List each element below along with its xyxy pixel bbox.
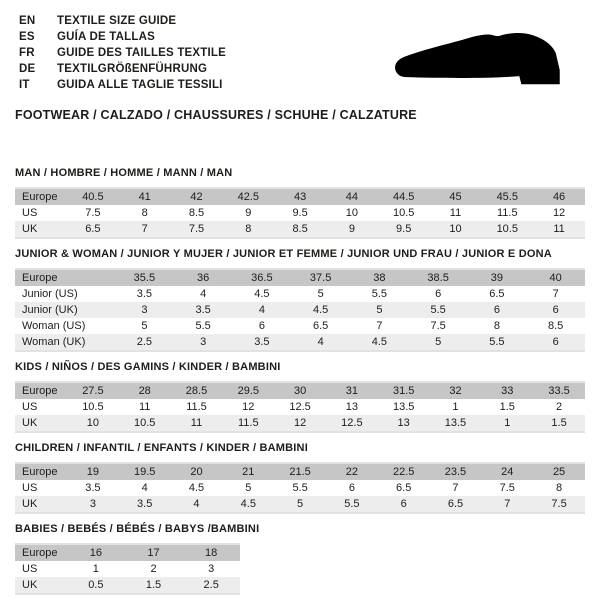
table-title: MAN / HOMBRE / HOMME / MANN / MAN <box>15 167 233 179</box>
size-table-section <box>15 442 585 514</box>
language-code: DE <box>19 63 36 75</box>
size-value-cell: 3.5 <box>137 498 153 510</box>
size-value-cell: 8 <box>493 320 500 332</box>
table-row <box>15 205 585 221</box>
row-label-cell: US <box>22 563 38 575</box>
table-row <box>15 286 585 302</box>
size-value-cell: 4.5 <box>371 336 388 348</box>
size-value-cell: 1 <box>504 417 511 429</box>
size-value-cell: 1 <box>452 401 459 413</box>
size-value-cell: 3 <box>200 336 207 348</box>
size-value-cell: 21 <box>242 466 255 478</box>
size-table-section <box>15 361 585 433</box>
size-value-cell: 5 <box>317 288 324 300</box>
table-title: BABIES / BEBÉS / BÉBÉS / BABYS /BAMBINI <box>15 523 260 535</box>
row-label-cell: US <box>22 207 38 219</box>
table-row <box>15 334 585 350</box>
size-value-cell: 7 <box>552 288 559 300</box>
size-value-cell: 6.5 <box>312 320 329 332</box>
size-table-section <box>15 248 585 352</box>
size-value-cell: 3.5 <box>85 482 101 494</box>
size-value-cell: 6 <box>552 304 559 316</box>
size-value-cell: 4 <box>258 304 265 316</box>
size-value-cell: 10 <box>449 223 462 235</box>
size-value-cell: 8 <box>245 223 252 235</box>
row-label-cell: Junior (UK) <box>22 304 78 316</box>
size-value-cell: 9.5 <box>292 207 308 219</box>
size-value-cell: 5 <box>245 482 252 494</box>
size-value-cell: 4.5 <box>254 288 270 300</box>
size-value-cell: 12.5 <box>341 417 363 429</box>
size-value-cell: 31 <box>345 385 358 397</box>
table-title: CHILDREN / INFANTIL / ENFANTS / KINDER / BAMBINI <box>15 442 308 454</box>
size-value-cell: 42 <box>190 191 203 203</box>
language-label: TEXTILGRÖßENFÜHRUNG <box>57 63 208 75</box>
size-value-cell: 7.5 <box>85 207 101 219</box>
size-value-cell: 5.5 <box>344 498 360 510</box>
row-label-cell: Woman (UK) <box>22 336 86 348</box>
row-label-cell: US <box>22 401 38 413</box>
size-value-cell: 1.5 <box>145 579 162 591</box>
size-value-cell: 10.5 <box>82 401 104 413</box>
size-value-cell: 4.5 <box>188 482 205 494</box>
size-value-cell: 13 <box>345 401 358 413</box>
dress-shoe-icon <box>392 24 584 102</box>
size-value-cell: 28 <box>138 385 151 397</box>
size-value-cell: 9 <box>348 223 355 235</box>
size-value-cell: 21.5 <box>289 466 311 478</box>
size-value-cell: 45 <box>449 191 462 203</box>
size-value-cell: 10 <box>345 207 358 219</box>
row-label-cell: Europe <box>22 547 58 559</box>
size-value-cell: 5 <box>435 336 442 348</box>
size-table <box>15 268 585 352</box>
size-value-cell: 7 <box>141 223 148 235</box>
language-code: IT <box>19 79 30 91</box>
table-row <box>15 561 240 577</box>
size-value-cell: 3.5 <box>195 304 211 316</box>
size-value-cell: 6 <box>258 320 265 332</box>
size-value-cell: 32 <box>449 385 462 397</box>
row-label-cell: US <box>22 482 38 494</box>
size-value-cell: 10 <box>86 417 100 429</box>
size-value-cell: 12 <box>293 417 307 429</box>
size-value-cell: 17 <box>147 547 160 559</box>
size-value-cell: 1.5 <box>499 401 515 413</box>
size-value-cell: 5.5 <box>292 482 308 494</box>
size-value-cell: 29.5 <box>237 385 259 397</box>
size-value-cell: 16 <box>89 547 102 559</box>
size-table <box>15 543 240 595</box>
size-value-cell: 5.5 <box>371 288 388 300</box>
size-value-cell: 41 <box>138 191 151 203</box>
size-value-cell: 8 <box>141 207 148 219</box>
size-value-cell: 13.5 <box>392 401 415 413</box>
size-value-cell: 6 <box>552 336 559 348</box>
size-value-cell: 40 <box>549 272 562 284</box>
size-value-cell: 39 <box>490 272 503 284</box>
size-value-cell: 12 <box>552 207 566 219</box>
table-header-row <box>15 270 585 286</box>
size-value-cell: 2 <box>556 401 563 413</box>
size-value-cell: 7 <box>452 482 459 494</box>
size-value-cell: 30 <box>293 385 307 397</box>
language-row <box>19 77 226 93</box>
size-value-cell: 10.5 <box>133 417 156 429</box>
size-value-cell: 36.5 <box>251 272 273 284</box>
table-row <box>15 318 585 334</box>
language-row <box>19 61 226 77</box>
size-value-cell: 6 <box>493 304 500 316</box>
size-value-cell: 5 <box>141 320 148 332</box>
size-value-cell: 7.5 <box>188 223 205 235</box>
size-value-cell: 24 <box>501 466 514 478</box>
size-value-cell: 33 <box>501 385 514 397</box>
size-value-cell: 7.5 <box>551 498 567 510</box>
size-value-cell: 23.5 <box>444 466 467 478</box>
row-label-cell: Junior (US) <box>22 288 78 300</box>
size-table <box>15 187 585 239</box>
size-value-cell: 37.5 <box>309 272 332 284</box>
size-value-cell: 9 <box>245 207 252 219</box>
table-header-row <box>15 383 585 399</box>
size-value-cell: 4 <box>141 482 148 494</box>
size-value-cell: 8 <box>556 482 563 494</box>
size-tables-container <box>15 167 585 595</box>
size-value-cell: 11.5 <box>496 207 518 219</box>
row-label-cell: Europe <box>22 466 58 478</box>
size-value-cell: 35.5 <box>133 272 156 284</box>
size-value-cell: 19 <box>86 466 100 478</box>
size-value-cell: 3 <box>208 563 215 575</box>
table-title: JUNIOR & WOMAN / JUNIOR Y MUJER / JUNIOR ET FEMME / JUNIOR UND FRAU / JUNIOR E DONA <box>15 248 552 260</box>
size-value-cell: 2.5 <box>203 579 219 591</box>
size-value-cell: 44.5 <box>392 191 415 203</box>
row-label-cell: Woman (US) <box>22 320 86 332</box>
size-value-cell: 6.5 <box>85 223 101 235</box>
size-value-cell: 4.5 <box>240 498 256 510</box>
size-value-cell: 7.5 <box>430 320 446 332</box>
size-value-cell: 27.5 <box>82 385 104 397</box>
size-value-cell: 19.5 <box>133 466 156 478</box>
language-label: GUIDA ALLE TAGLIE TESSILI <box>57 79 223 91</box>
size-table-section <box>15 167 585 239</box>
row-label-cell: UK <box>22 579 38 591</box>
size-value-cell: 31.5 <box>392 385 415 397</box>
size-value-cell: 6 <box>348 482 355 494</box>
size-value-cell: 5.5 <box>195 320 211 332</box>
size-value-cell: 6.5 <box>489 288 505 300</box>
size-value-cell: 6.5 <box>447 498 464 510</box>
row-label-cell: Europe <box>22 191 58 203</box>
size-value-cell: 3 <box>89 498 96 510</box>
row-label-cell: UK <box>22 223 38 235</box>
size-value-cell: 40.5 <box>82 191 104 203</box>
shoe-silhouette-path <box>395 33 560 84</box>
size-value-cell: 11 <box>138 401 151 413</box>
size-value-cell: 11 <box>190 417 203 429</box>
size-value-cell: 12 <box>242 401 255 413</box>
size-table <box>15 381 585 433</box>
size-value-cell: 42.5 <box>237 191 259 203</box>
table-row <box>15 577 240 593</box>
size-value-cell: 0.5 <box>88 579 104 591</box>
size-value-cell: 2 <box>150 563 157 575</box>
size-value-cell: 3 <box>141 304 148 316</box>
size-value-cell: 33.5 <box>548 385 570 397</box>
size-value-cell: 4 <box>193 498 200 510</box>
size-value-cell: 12.5 <box>289 401 311 413</box>
size-value-cell: 44 <box>345 191 358 203</box>
size-value-cell: 25 <box>552 466 566 478</box>
language-row <box>19 13 226 29</box>
table-title: KIDS / NIÑOS / DES GAMINS / KINDER / BAMBINI <box>15 361 281 373</box>
language-code: FR <box>19 47 35 59</box>
size-value-cell: 38 <box>373 272 386 284</box>
size-value-cell: 18 <box>205 547 218 559</box>
size-value-cell: 5 <box>297 498 304 510</box>
table-row <box>15 399 585 415</box>
size-value-cell: 43 <box>293 191 307 203</box>
language-row <box>19 45 226 61</box>
table-header-row <box>15 189 585 205</box>
size-table <box>15 462 585 514</box>
size-value-cell: 45.5 <box>496 191 518 203</box>
size-value-cell: 6.5 <box>396 482 412 494</box>
size-value-cell: 8.5 <box>292 223 308 235</box>
size-value-cell: 10.5 <box>496 223 518 235</box>
size-value-cell: 4 <box>317 336 324 348</box>
size-value-cell: 6 <box>400 498 407 510</box>
size-value-cell: 38.5 <box>427 272 449 284</box>
language-list <box>19 13 226 93</box>
size-value-cell: 1.5 <box>551 417 567 429</box>
row-label-cell: Europe <box>22 385 58 397</box>
category-heading: FOOTWEAR / CALZADO / CHAUSSURES / SCHUHE / CALZATURE <box>15 108 417 122</box>
size-value-cell: 4 <box>200 288 207 300</box>
table-row <box>15 221 585 237</box>
language-label: GUÍA DE TALLAS <box>57 31 155 43</box>
size-value-cell: 20 <box>190 466 203 478</box>
size-value-cell: 3.5 <box>254 336 270 348</box>
size-value-cell: 28.5 <box>185 385 208 397</box>
table-row <box>15 496 585 512</box>
size-value-cell: 11.5 <box>186 401 207 413</box>
size-value-cell: 22.5 <box>392 466 415 478</box>
size-value-cell: 5.5 <box>489 336 505 348</box>
size-value-cell: 7.5 <box>499 482 515 494</box>
size-value-cell: 8.5 <box>547 320 564 332</box>
size-value-cell: 5 <box>376 304 383 316</box>
language-label: GUIDE DES TAILLES TEXTILE <box>57 47 226 59</box>
row-label-cell: UK <box>22 417 38 429</box>
size-value-cell: 36 <box>197 272 210 284</box>
row-label-cell: Europe <box>22 272 58 284</box>
size-value-cell: 11 <box>449 207 462 219</box>
language-row <box>19 29 226 45</box>
size-value-cell: 46 <box>552 191 566 203</box>
size-value-cell: 10.5 <box>392 207 415 219</box>
size-value-cell: 7 <box>376 320 383 332</box>
size-value-cell: 22 <box>345 466 358 478</box>
size-value-cell: 5.5 <box>430 304 446 316</box>
size-value-cell: 13.5 <box>444 417 467 429</box>
size-value-cell: 11 <box>553 223 565 235</box>
size-value-cell: 1 <box>92 563 99 575</box>
size-value-cell: 3.5 <box>136 288 153 300</box>
size-value-cell: 13 <box>397 417 410 429</box>
row-label-cell: UK <box>22 498 38 510</box>
size-value-cell: 6 <box>435 288 442 300</box>
size-value-cell: 2.5 <box>136 336 153 348</box>
table-header-row <box>15 464 585 480</box>
language-label: TEXTILE SIZE GUIDE <box>57 15 177 27</box>
language-code: ES <box>19 31 35 43</box>
size-value-cell: 9.5 <box>396 223 412 235</box>
table-header-row <box>15 545 240 561</box>
size-value-cell: 7 <box>504 498 511 510</box>
size-table-section <box>15 523 585 595</box>
size-value-cell: 11.5 <box>237 417 259 429</box>
table-row <box>15 415 585 431</box>
table-row <box>15 302 585 318</box>
size-value-cell: 4.5 <box>312 304 329 316</box>
table-row <box>15 480 585 496</box>
language-code: EN <box>19 15 36 27</box>
size-value-cell: 8.5 <box>188 207 205 219</box>
